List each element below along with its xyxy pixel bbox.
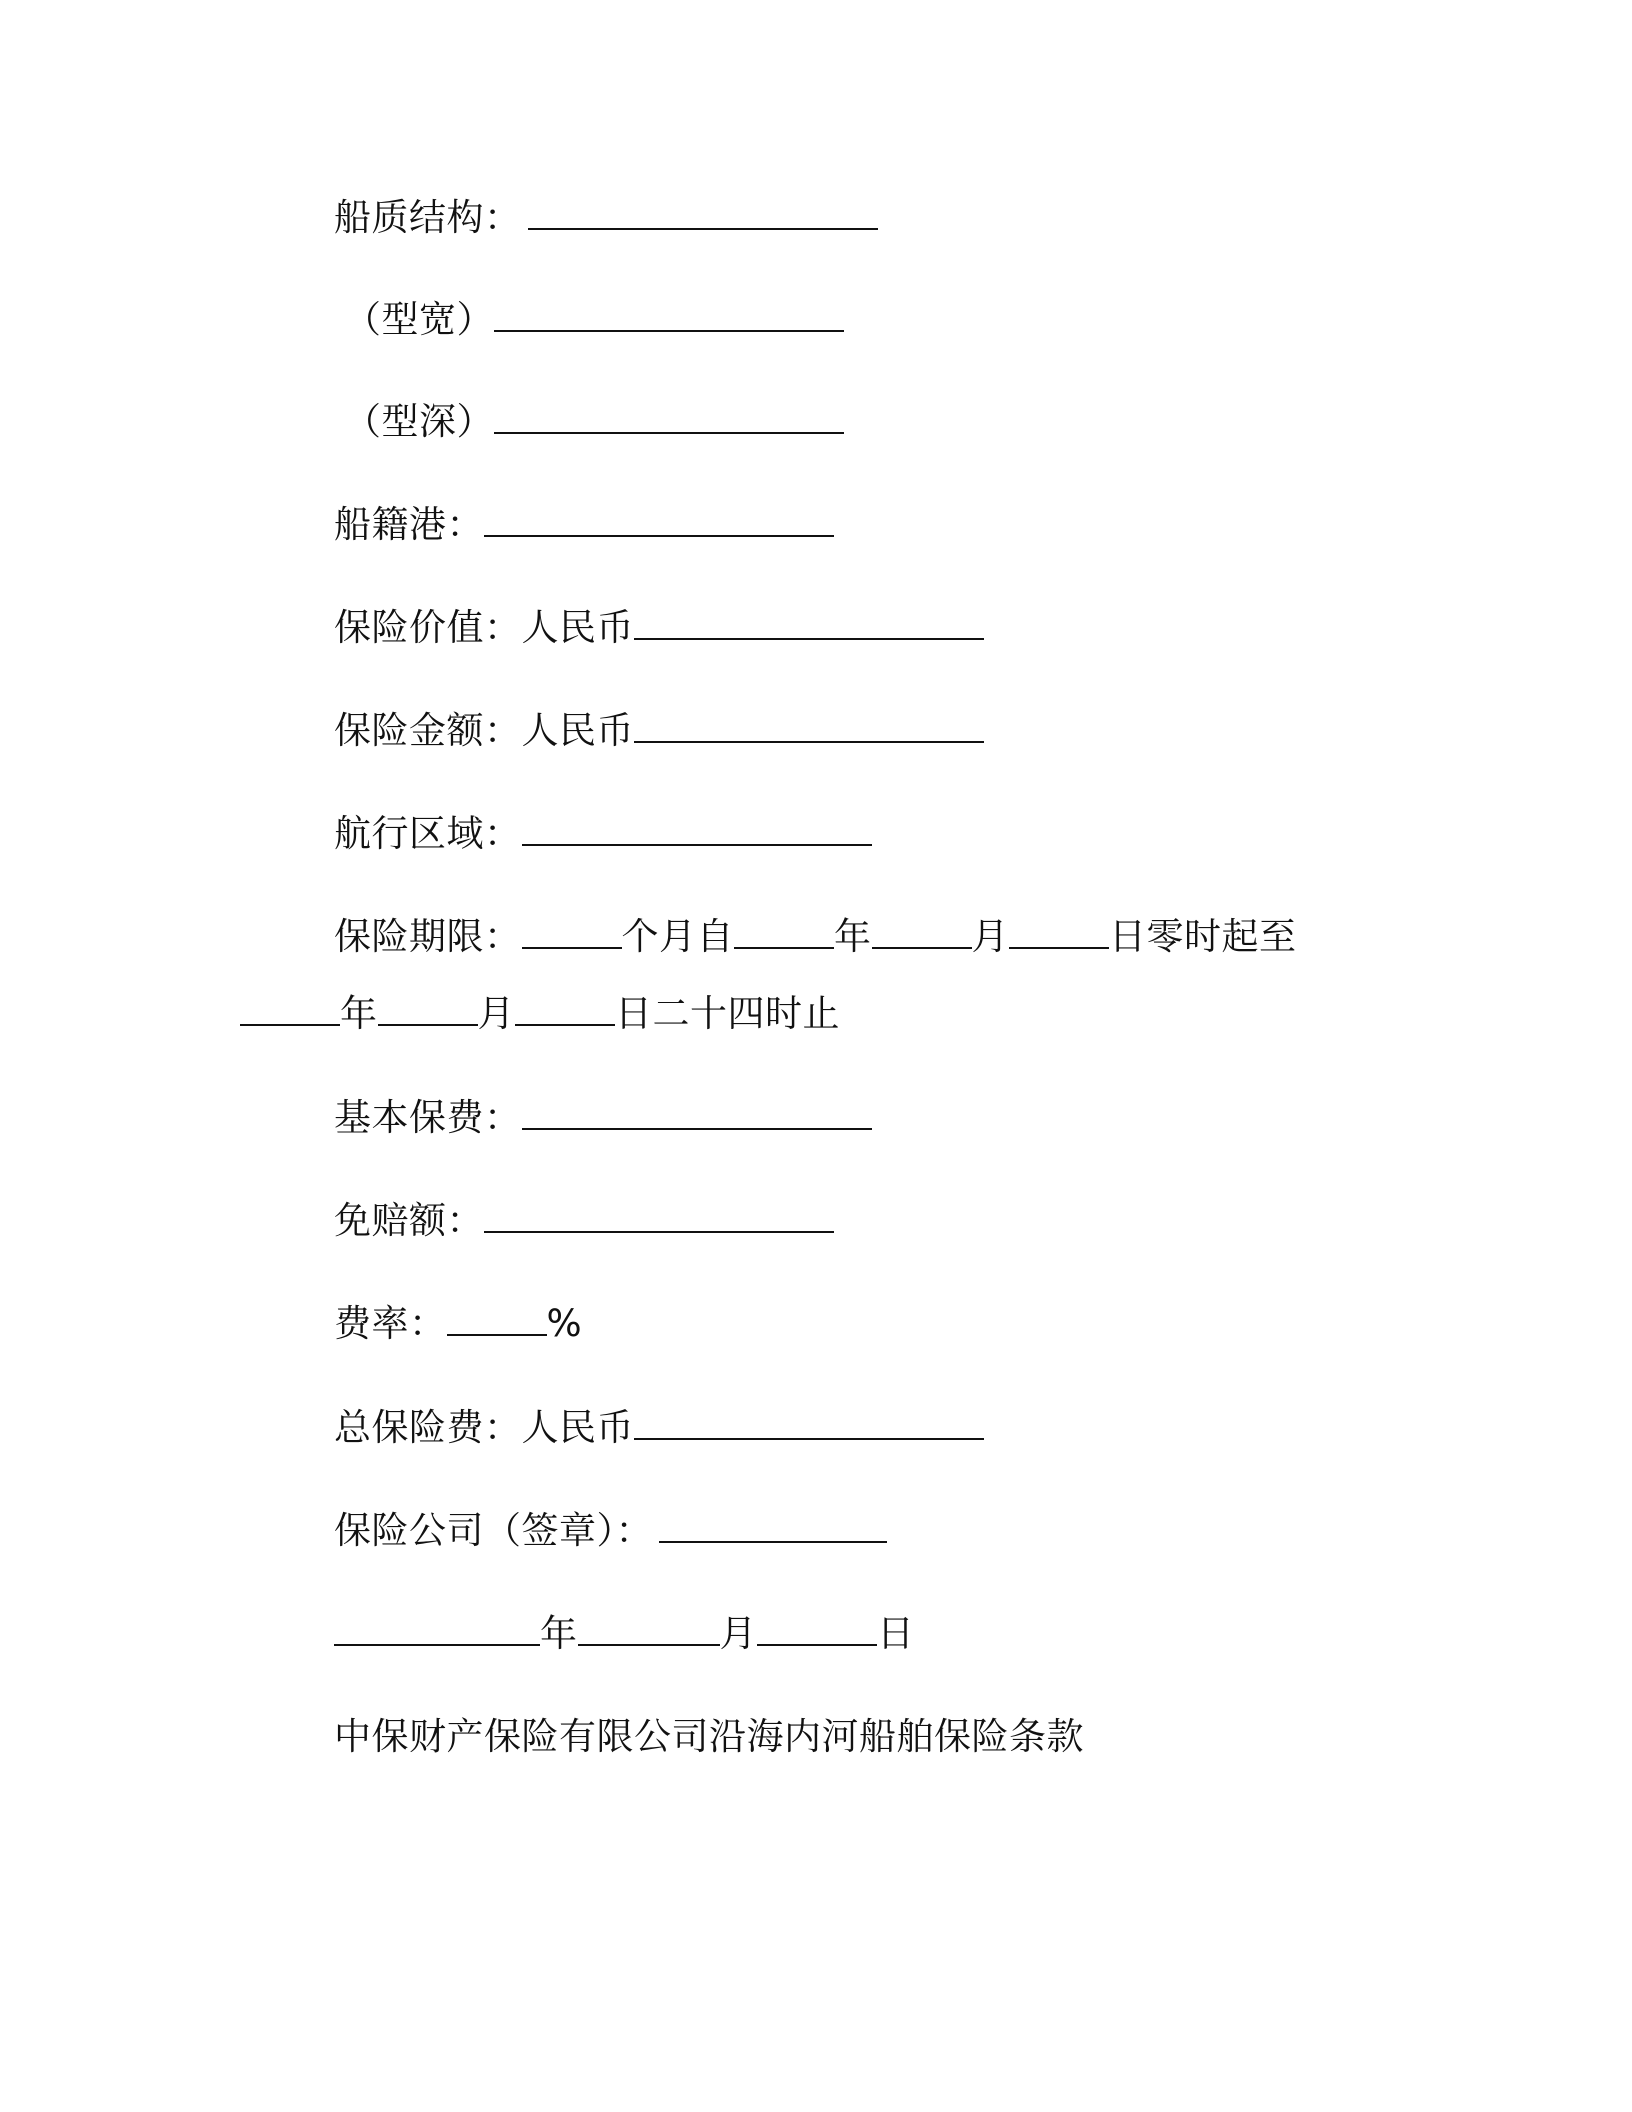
deductible-label: 免赔额：	[334, 1199, 484, 1242]
insurer-seal-label: 保险公司（签章）：	[334, 1509, 653, 1552]
insurer-seal-blank[interactable]	[659, 1507, 887, 1543]
moulded-depth-blank[interactable]	[494, 398, 844, 434]
deductible-blank[interactable]	[484, 1197, 834, 1233]
sum-insured-row	[334, 707, 984, 755]
end-suffix-text: 日二十四时止	[615, 992, 840, 1035]
signature-date-row	[334, 1610, 915, 1658]
rate-blank[interactable]	[447, 1300, 547, 1336]
end-year-blank[interactable]	[240, 990, 340, 1026]
moulded-breadth-blank[interactable]	[494, 296, 844, 332]
port-of-registry-row	[334, 501, 834, 549]
navigation-area-label: 航行区域：	[334, 812, 522, 855]
start-month-text: 月	[971, 915, 1009, 958]
insured-value-blank[interactable]	[634, 604, 984, 640]
hull-structure-blank[interactable]	[528, 194, 878, 230]
total-premium-row	[334, 1404, 984, 1452]
end-month-blank[interactable]	[378, 990, 478, 1026]
hull-structure-row	[334, 194, 878, 242]
period-months-text: 个月自	[621, 915, 734, 958]
sign-month-text: 月	[719, 1612, 757, 1655]
sign-day-blank[interactable]	[757, 1610, 877, 1646]
deductible-row	[334, 1197, 834, 1245]
basic-premium-row	[334, 1094, 872, 1142]
end-day-blank[interactable]	[515, 990, 615, 1026]
insured-value-label: 保险价值：人民币	[334, 606, 634, 649]
port-of-registry-label: 船籍港：	[334, 503, 484, 546]
end-year-text: 年	[340, 992, 378, 1035]
basic-premium-label: 基本保费：	[334, 1096, 522, 1139]
sum-insured-label: 保险金额：人民币	[334, 709, 634, 752]
start-day-blank[interactable]	[1009, 913, 1109, 949]
sign-year-blank[interactable]	[334, 1610, 540, 1646]
moulded-breadth-row	[344, 296, 844, 344]
moulded-depth-row	[344, 398, 844, 446]
sign-day-text: 日	[877, 1612, 915, 1655]
moulded-depth-label: （型深）	[344, 400, 494, 443]
sign-year-text: 年	[540, 1612, 578, 1655]
end-month-text: 月	[477, 992, 515, 1035]
navigation-area-row	[334, 810, 872, 858]
hull-structure-label: 船质结构：	[334, 196, 522, 239]
insurance-period-continued-row	[240, 990, 840, 1038]
insurance-period-label: 保险期限：	[334, 915, 522, 958]
clause-title: 中保财产保险有限公司沿海内河船舶保险条款	[334, 1715, 1084, 1758]
rate-label: 费率：	[334, 1302, 447, 1345]
insured-value-row	[334, 604, 984, 652]
start-month-blank[interactable]	[872, 913, 972, 949]
moulded-breadth-label: （型宽）	[344, 298, 494, 341]
sign-month-blank[interactable]	[578, 1610, 720, 1646]
insurer-seal-row	[334, 1507, 887, 1555]
basic-premium-blank[interactable]	[522, 1094, 872, 1130]
start-year-text: 年	[834, 915, 872, 958]
total-premium-label: 总保险费：人民币	[334, 1406, 634, 1449]
start-year-blank[interactable]	[734, 913, 834, 949]
navigation-area-blank[interactable]	[522, 810, 872, 846]
insurance-period-row	[334, 913, 1297, 961]
sum-insured-blank[interactable]	[634, 707, 984, 743]
total-premium-blank[interactable]	[634, 1404, 984, 1440]
rate-unit: %	[546, 1302, 583, 1345]
start-suffix-text: 日零时起至	[1109, 915, 1297, 958]
rate-row	[334, 1300, 582, 1348]
port-of-registry-blank[interactable]	[484, 501, 834, 537]
period-months-blank[interactable]	[522, 913, 622, 949]
